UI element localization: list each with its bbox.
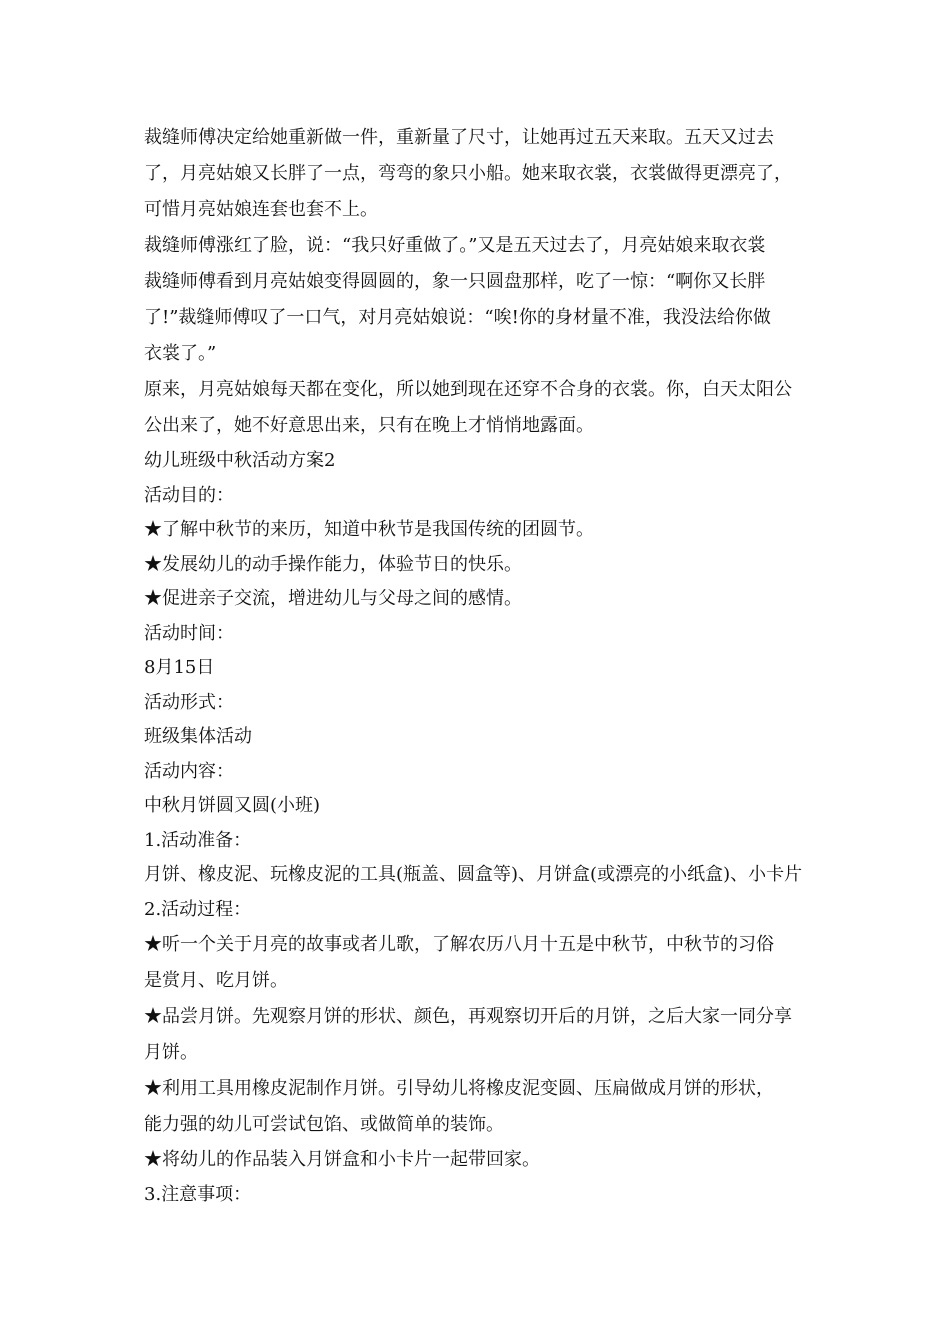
time-value: 8月15日 (144, 657, 215, 678)
process-step: ★将幼儿的作品装入月饼盒和小卡片一起带回家。 (144, 1149, 540, 1170)
process-heading: 2.活动过程： (144, 898, 252, 920)
time-heading: 活动时间： (144, 622, 234, 644)
process-step (144, 927, 809, 999)
prep-value: 月饼、橡皮泥、玩橡皮泥的工具(瓶盖、圆盒等)、月饼盒(或漂亮的小纸盒)、小卡片 (144, 864, 803, 885)
text-line: ★品尝月饼。先观察月饼的形状、颜色，再观察切开后的月饼，之后大家一同分享 (144, 1006, 792, 1027)
goal-heading: 活动目的： (144, 484, 234, 506)
text-line: 裁缝师傅涨红了脸，说：“我只好重做了。”又是五天过去了，月亮姑娘来取衣裳 (144, 235, 766, 256)
content-heading: 活动内容： (144, 760, 234, 782)
text-line: 衣裳了。” (144, 343, 217, 364)
text-line: 是赏月、吃月饼。 (144, 970, 288, 991)
form-value: 班级集体活动 (144, 726, 252, 747)
text-line: 可惜月亮姑娘连套也套不上。 (144, 199, 378, 220)
content-title: 中秋月饼圆又圆(小班) (144, 795, 321, 816)
text-line: 公出来了，她不好意思出来，只有在晚上才悄悄地露面。 (144, 415, 594, 436)
text-line: 能力强的幼儿可尝试包馅、或做简单的装饰。 (144, 1114, 504, 1135)
goal-item: ★了解中秋节的来历，知道中秋节是我国传统的团圆节。 (144, 519, 594, 540)
process-step (144, 1071, 809, 1143)
text-line: ★利用工具用橡皮泥制作月饼。引导幼儿将橡皮泥变圆、压扁做成月饼的形状， (144, 1078, 774, 1099)
text-line: 了!”裁缝师傅叹了一口气，对月亮姑娘说：“唉!你的身材量不准，我没法给你做 (144, 307, 771, 328)
text-line: 裁缝师傅看到月亮姑娘变得圆圆的，象一只圆盘那样，吃了一惊：“啊你又长胖 (144, 271, 766, 292)
document-body (144, 120, 809, 1212)
text-line: 原来，月亮姑娘每天都在变化，所以她到现在还穿不合身的衣裳。你，白天太阳公 (144, 379, 792, 400)
text-line: 了，月亮姑娘又长胖了一点，弯弯的象只小船。她来取衣裳，衣裳做得更漂亮了， (144, 163, 792, 184)
text-line: 月饼。 (144, 1042, 198, 1063)
story-paragraph (144, 372, 809, 444)
story-paragraph (144, 120, 809, 228)
text-line: 裁缝师傅决定给她重新做一件，重新量了尺寸，让她再过五天来取。五天又过去 (144, 127, 774, 148)
text-line: ★听一个关于月亮的故事或者儿歌，了解农历八月十五是中秋节，中秋节的习俗 (144, 934, 774, 955)
story-paragraph (144, 228, 809, 372)
plan-title: 幼儿班级中秋活动方案2 (144, 450, 336, 471)
prep-heading: 1.活动准备： (144, 829, 252, 851)
goal-item: ★促进亲子交流，增进幼儿与父母之间的感情。 (144, 588, 522, 609)
form-heading: 活动形式： (144, 691, 234, 713)
process-step (144, 999, 809, 1071)
notes-heading: 3.注意事项： (144, 1183, 252, 1205)
goal-item: ★发展幼儿的动手操作能力，体验节日的快乐。 (144, 553, 522, 575)
